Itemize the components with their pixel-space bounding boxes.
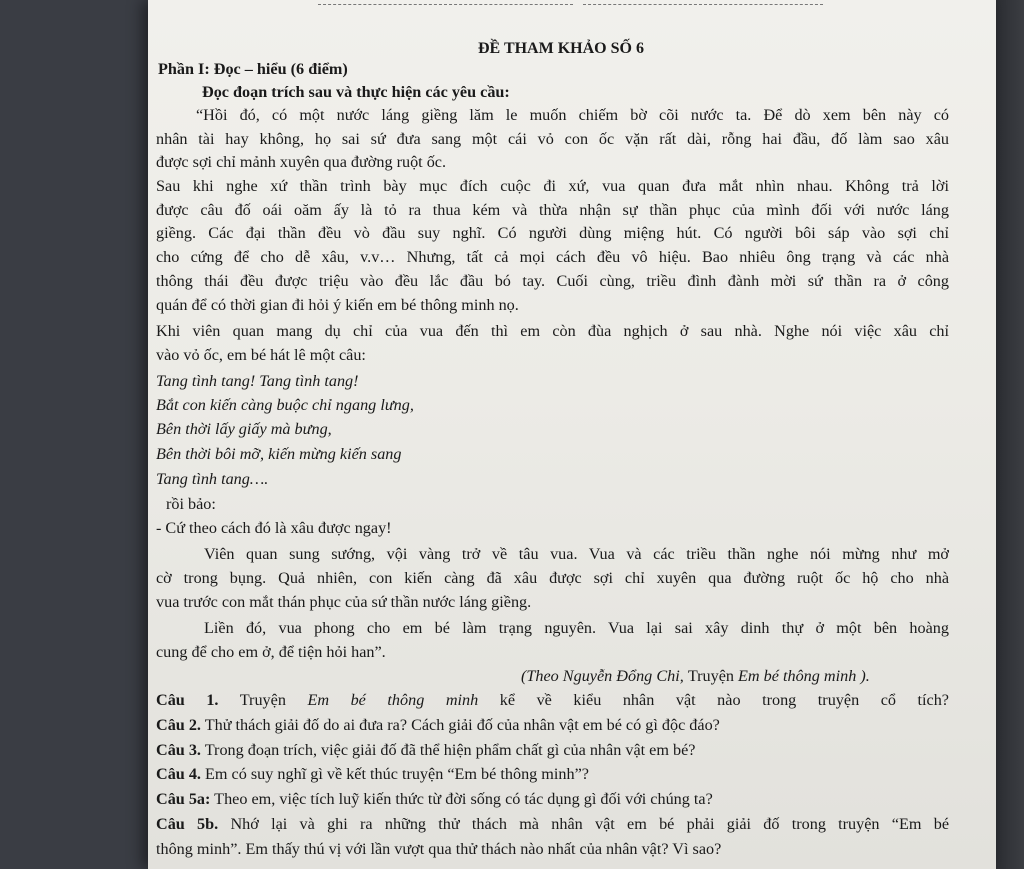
- passage-line: cho cứng để cho dễ xâu, v.v… Nhưng, tất cả mọi cách đều vô hiệu. Bao nhiêu ông trạng và các nhà: [156, 248, 949, 266]
- passage-line: được câu đố oái oăm ấy là tỏ ra thua kém và thừa nhận sự thần phục của mình đối với nước láng: [156, 201, 949, 219]
- passage-line: Sau khi nghe xứ thần trình bày mục đích cuộc đi xứ, vua quan đưa mắt nhìn nhau. Không trả lời: [156, 177, 949, 195]
- question-text: Trong đoạn trích, việc giải đố đã thể hiện phẩm chất gì của nhân vật em bé?: [200, 741, 696, 759]
- question-2: [156, 714, 720, 738]
- passage-line: Khi viên quan mang dụ chỉ của vua đến thì em còn đùa nghịch ở sau nhà. Nghe nói việc xâu chỉ: [156, 322, 949, 340]
- song-line: Bên thời lấy giấy mà bưng,: [156, 420, 332, 438]
- passage-line: thông thái đều được triệu vào đều lắc đầu bó tay. Cuối cùng, triều đình đành mời sứ thần ra ở công: [156, 272, 949, 290]
- song-line: Bên thời bôi mỡ, kiến mừng kiến sang: [156, 445, 402, 463]
- question-label: Câu 4.: [156, 765, 201, 783]
- question-text: Theo em, việc tích luỹ kiến thức từ đời sống có tác dụng gì đối với chúng ta?: [210, 790, 713, 808]
- question-label: Câu 5a:: [156, 790, 211, 808]
- question-text: kể về kiểu nhân vật nào trong truyện cổ tích?: [478, 691, 949, 709]
- question-text: Thử thách giải đố do ai đưa ra? Cách giải đố của nhân vật em bé có gì độc đáo?: [200, 716, 720, 734]
- source-close: ).: [856, 667, 870, 685]
- question-text: Truyện: [218, 691, 308, 709]
- question-3: [156, 739, 695, 763]
- question-1: [156, 689, 949, 713]
- passage-end-line: vua trước con mắt thán phục của sứ thần nước láng giềng.: [156, 593, 532, 611]
- passage-end-line: cung để cho em ở, để tiện hỏi han”.: [156, 643, 386, 661]
- instruction: Đọc đoạn trích sau và thực hiện các yêu cầu:: [202, 83, 510, 101]
- question-5b: [156, 813, 949, 837]
- question-text: Nhớ lại và ghi ra những thử thách mà nhân vật em bé phải giải đố trong truyện “Em bé: [218, 815, 949, 833]
- source-work: Em bé thông minh: [738, 667, 857, 685]
- question-text: Em có suy nghĩ gì về kết thúc truyện “Em bé thông minh”?: [200, 765, 589, 783]
- passage-end-line: Liền đó, vua phong cho em bé làm trạng nguyên. Vua lại sai xây dinh thự ở một bên hoàng: [204, 619, 949, 637]
- question-label: Câu 5b.: [156, 815, 219, 833]
- question-label: Câu 2.: [156, 716, 201, 734]
- question-italic: Em bé thông minh: [307, 691, 479, 709]
- part-heading: Phần I: Đọc – hiểu (6 điểm): [158, 60, 348, 78]
- source-open: (Theo Nguyễn Đổng Chi,: [521, 667, 688, 685]
- source-citation: [521, 665, 870, 689]
- passage-end-line: cờ trong bụng. Quả nhiên, con kiến càng đã xâu được sợi chỉ xuyên qua đường ruột ốc hộ cho nhà: [156, 569, 949, 587]
- exam-paper: [148, 0, 996, 869]
- passage-line: vào vỏ ốc, em bé hát lê một câu:: [156, 346, 366, 364]
- song-line: Tang tình tang! Tang tình tang!: [156, 372, 359, 390]
- after-song-line: - Cứ theo cách đó là xâu được ngay!: [156, 519, 392, 537]
- question-label: Câu 3.: [156, 741, 201, 759]
- passage-line: giềng. Các đại thần đều vò đầu suy nghĩ. Có người dùng miệng hút. Có người bôi sáp vào sợi chỉ: [156, 224, 949, 242]
- source-mid: Truyện: [687, 667, 739, 685]
- passage-line: nhân tài hay không, họ sai sứ đưa sang một cái vỏ con ốc vặn rất dài, rỗng hai đầu, đố làm sao xâu: [156, 130, 949, 148]
- question-4: [156, 763, 589, 787]
- top-rule-right: [583, 4, 823, 5]
- question-5b-cont: thông minh”. Em thấy thú vị với lần vượt qua thử thách nào nhất của nhân vật? Vì sao?: [156, 840, 722, 858]
- passage-end-line: Viên quan sung sướng, vội vàng trở về tâu vua. Vua và các triều thần nghe nói mừng như mở: [204, 545, 949, 563]
- after-song-line: rồi bảo:: [166, 495, 216, 513]
- background-edge: [996, 0, 1024, 869]
- question-5a: [156, 788, 713, 812]
- exam-title: ĐỀ THAM KHẢO SỐ 6: [478, 40, 644, 57]
- passage-line: được sợi chỉ mảnh xuyên qua đường ruột ốc.: [156, 153, 447, 171]
- song-line: Tang tình tang….: [156, 470, 269, 488]
- top-rule-left: [318, 4, 573, 5]
- passage-line: “Hồi đó, có một nước láng giềng lăm le muốn chiếm bờ cõi nước ta. Để dò xem bên này có: [196, 106, 949, 124]
- song-line: Bắt con kiến càng buộc chỉ ngang lưng,: [156, 396, 414, 414]
- question-label: Câu 1.: [156, 691, 219, 709]
- passage-line: quán để có thời gian đi hỏi ý kiến em bé thông minh nọ.: [156, 296, 519, 314]
